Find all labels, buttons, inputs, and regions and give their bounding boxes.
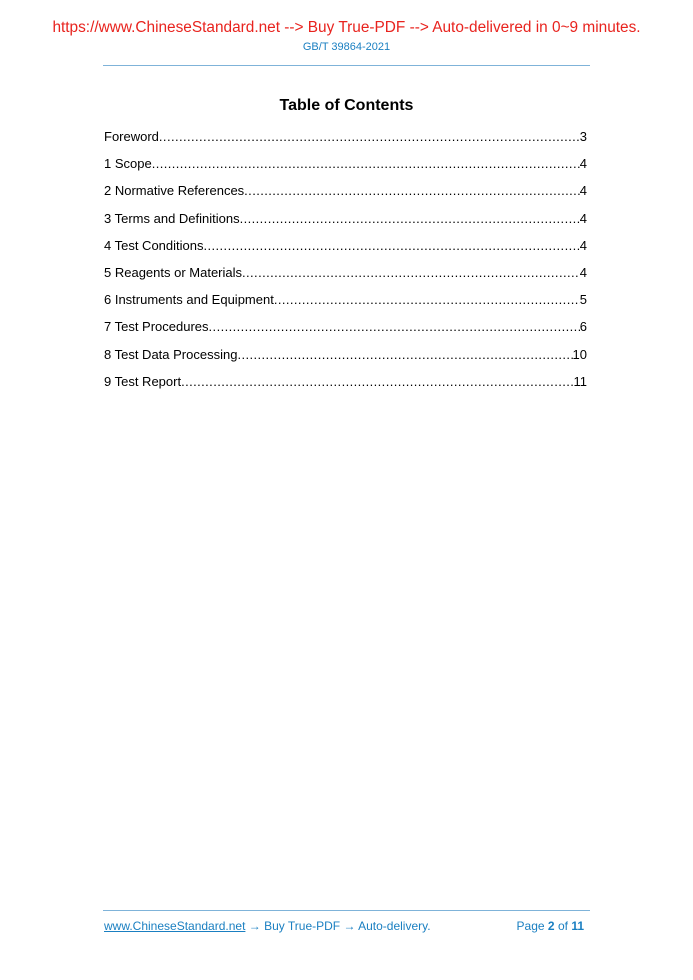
page-total: 11 [571, 919, 584, 933]
toc-entry-normative-references[interactable] [104, 183, 587, 210]
toc-entry-label: 1 Scope [104, 156, 152, 172]
toc-dot-leader [204, 238, 580, 253]
toc-entry-test-conditions[interactable] [104, 238, 587, 265]
toc-entry-page: 11 [573, 373, 587, 389]
footer-promo [104, 919, 431, 933]
toc-list [104, 129, 587, 401]
toc-entry-label: Foreword [104, 129, 159, 144]
toc-entry-label: 4 Test Conditions [104, 237, 204, 253]
page-indicator [517, 919, 584, 933]
page-of-label: of [557, 919, 568, 933]
toc-entry-instruments-equipment[interactable] [104, 292, 587, 319]
toc-entry-foreword[interactable] [104, 129, 587, 156]
toc-entry-page: 4 [579, 237, 587, 253]
toc-entry-test-procedures[interactable] [104, 319, 587, 346]
footer-site-link[interactable]: www.ChineseStandard.net [104, 919, 246, 933]
page-current: 2 [547, 919, 555, 933]
toc-dot-leader [237, 347, 572, 362]
toc-entry-label: 6 Instruments and Equipment [104, 292, 274, 308]
toc-entry-test-report[interactable] [104, 374, 587, 401]
toc-dot-leader [274, 292, 580, 307]
toc-dot-leader [244, 183, 580, 198]
toc-entry-page: 4 [579, 264, 587, 280]
toc-entry-label: 9 Test Report [104, 373, 182, 389]
toc-dot-leader [240, 211, 580, 226]
footer-divider [103, 910, 590, 911]
toc-entry-page: 3 [579, 129, 587, 144]
toc-dot-leader [152, 156, 580, 171]
toc-entry-label: 7 Test Procedures [104, 319, 209, 335]
toc-entry-label: 5 Reagents or Materials [104, 264, 243, 280]
toc-entry-page: 5 [579, 292, 587, 308]
toc-entry-scope[interactable] [104, 156, 587, 183]
toc-entry-test-data-processing[interactable] [104, 347, 587, 374]
toc-entry-label: 2 Normative References [104, 183, 245, 199]
document-code: GB/T 39864-2021 [302, 41, 391, 53]
toc-entry-terms-definitions[interactable] [104, 211, 587, 238]
toc-dot-leader [242, 265, 580, 280]
toc-dot-leader [159, 129, 580, 144]
header-divider [103, 65, 590, 66]
toc-entry-page: 4 [579, 156, 587, 172]
toc-entry-page: 4 [579, 210, 587, 226]
toc-dot-leader [181, 374, 573, 389]
toc-entry-label: 3 Terms and Definitions [104, 210, 240, 226]
toc-entry-page: 6 [579, 319, 587, 335]
footer-promo-text: → Buy True-PDF → Auto-delivery. [245, 919, 431, 933]
promo-banner[interactable]: https://www.ChineseStandard.net --> Buy True-PDF --> Auto-delivered in 0~9 minutes. [52, 19, 641, 36]
toc-title: Table of Contents [279, 97, 414, 114]
toc-entry-reagents-materials[interactable] [104, 265, 587, 292]
toc-entry-label: 8 Test Data Processing [104, 346, 238, 362]
toc-entry-page: 4 [579, 183, 587, 199]
toc-dot-leader [209, 319, 580, 334]
page-label: Page [516, 919, 545, 933]
toc-entry-page: 10 [572, 346, 587, 362]
